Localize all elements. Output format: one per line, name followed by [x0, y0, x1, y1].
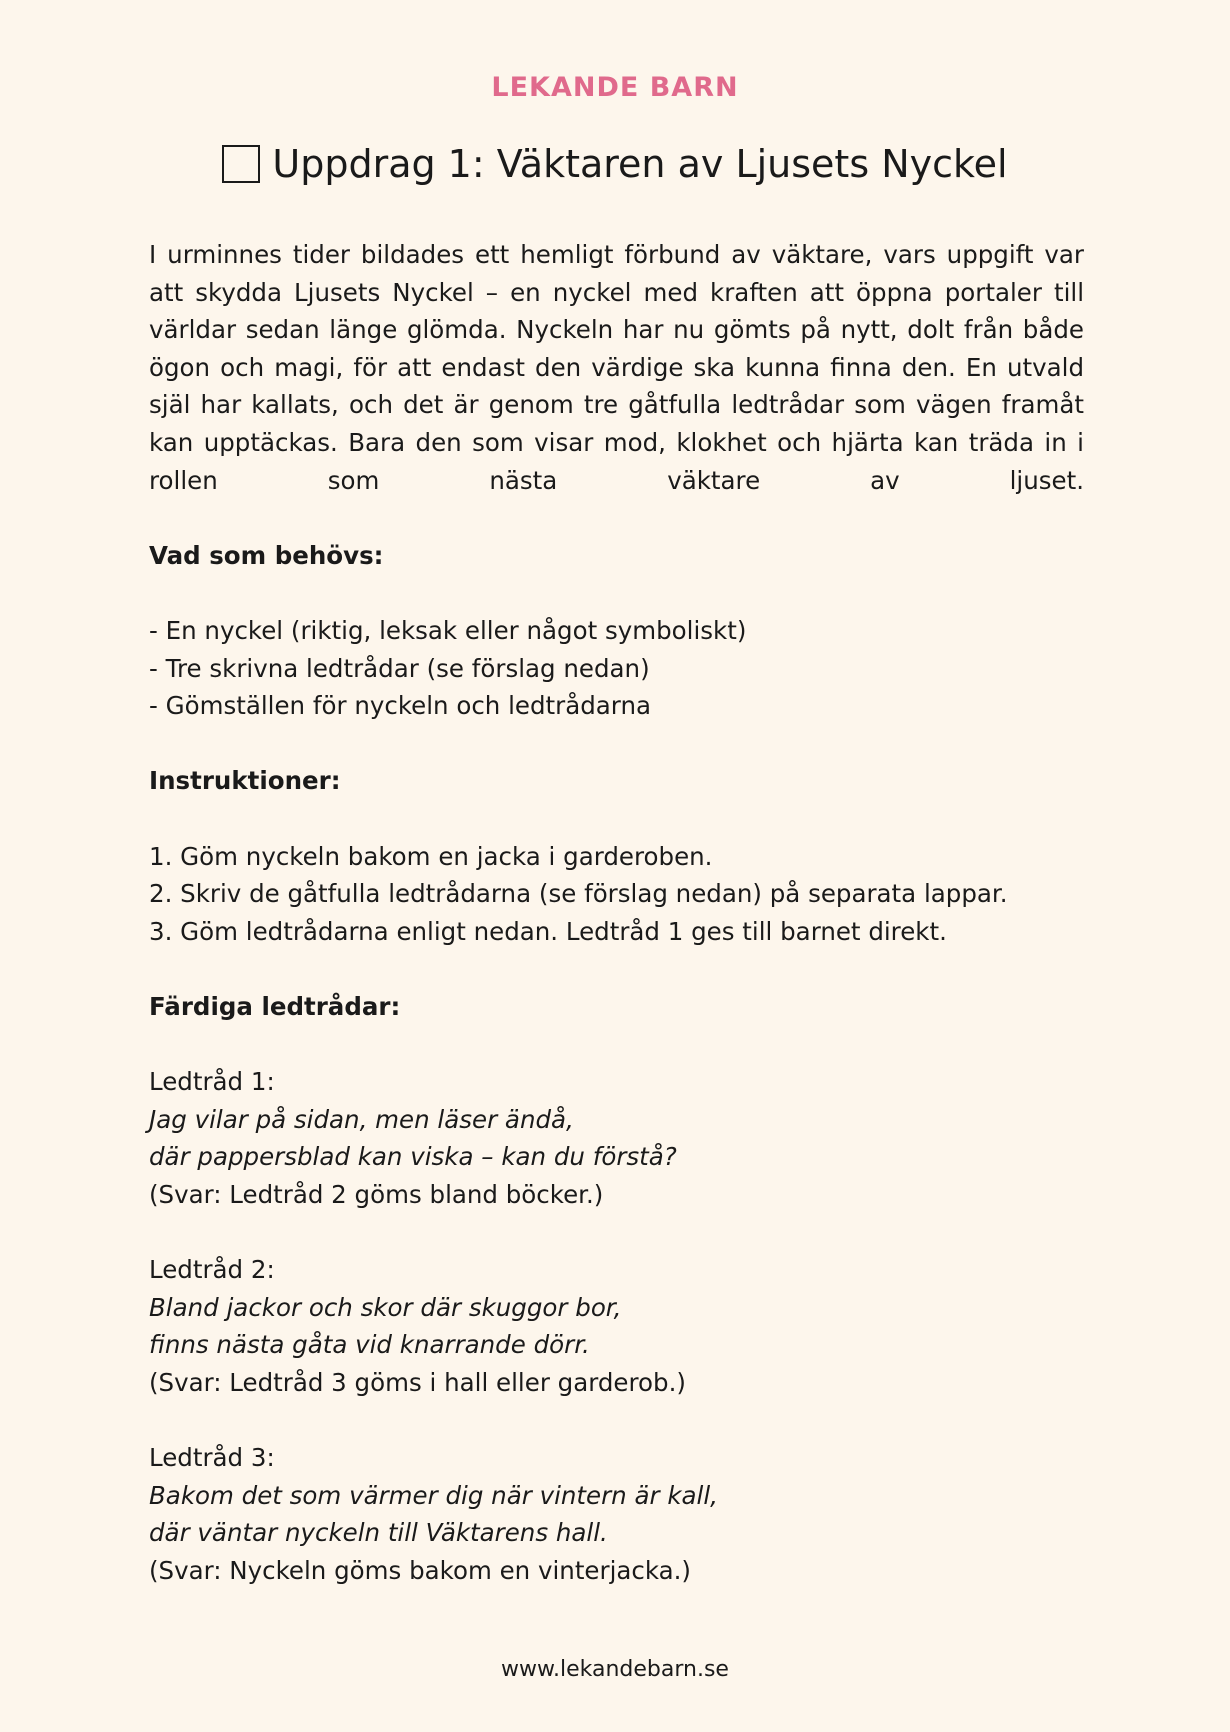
clue-verse-line: Bland jackor och skor där skuggor bor,	[149, 1292, 622, 1322]
brand-logo: LEKANDE BARN	[491, 72, 739, 103]
list-item: 3. Göm ledtrådarna enligt nedan. Ledtråd 1 ges till barnet direkt.	[149, 916, 947, 946]
clue-answer: (Svar: Ledtråd 2 göms bland böcker.)	[149, 1179, 604, 1209]
clue-label: Ledtråd 1:	[149, 1067, 275, 1097]
needs-heading: Vad som behövs:	[149, 540, 384, 570]
instructions-heading: Instruktioner:	[149, 766, 341, 796]
clue-answer: (Svar: Ledtråd 3 göms i hall eller garderob.)	[149, 1367, 686, 1397]
page-title: Uppdrag 1: Väktaren av Ljusets Nyckel	[272, 142, 1008, 186]
clue-answer: (Svar: Nyckeln göms bakom en vinterjacka.)	[149, 1555, 691, 1585]
clue-verse-line: där pappersblad kan viska – kan du förstå?	[149, 1142, 677, 1172]
clue-label: Ledtråd 2:	[149, 1255, 275, 1285]
title-row	[0, 142, 1230, 186]
list-item: - Gömställen för nyckeln och ledtrådarna	[149, 691, 651, 721]
list-item: 2. Skriv de gåtfulla ledtrådarna (se förslag nedan) på separata lappar.	[149, 879, 1008, 909]
list-item: - En nyckel (riktig, leksak eller något symboliskt)	[149, 615, 747, 645]
clue-verse-line: där väntar nyckeln till Väktarens hall.	[149, 1518, 608, 1548]
list-item: - Tre skrivna ledtrådar (se förslag nedan)	[149, 653, 650, 683]
clue-verse-line: finns nästa gåta vid knarrande dörr.	[149, 1330, 590, 1360]
footer-url: www.lekandebarn.se	[501, 1657, 729, 1682]
checkbox-icon	[222, 145, 260, 183]
document-body	[149, 236, 1084, 1589]
clue-verse-line: Jag vilar på sidan, men läser ändå,	[149, 1104, 574, 1134]
intro-paragraph: I urminnes tider bildades ett hemligt förbund av väktare, vars uppgift var att skydda Ljusets Nyckel – en nyckel med kraften att öppna portaler till världar sedan länge glömda. Nyckeln har nu gömts på nytt, dolt från både ögon och magi, för att endast den värdige ska kunna finna den. En utvald själ har kallats, och det är genom tre gåtfulla ledtrådar som vägen framåt kan upptäckas. Bara den som visar mod, klokhet och hjärta kan träda in i rollen som nästa väktare av ljuset.	[149, 240, 1084, 495]
clue-verse-line: Bakom det som värmer dig när vintern är kall,	[149, 1480, 718, 1510]
list-item: 1. Göm nyckeln bakom en jacka i garderoben.	[149, 841, 713, 871]
clue-label: Ledtråd 3:	[149, 1443, 275, 1472]
clues-heading: Färdiga ledtrådar:	[149, 991, 401, 1021]
